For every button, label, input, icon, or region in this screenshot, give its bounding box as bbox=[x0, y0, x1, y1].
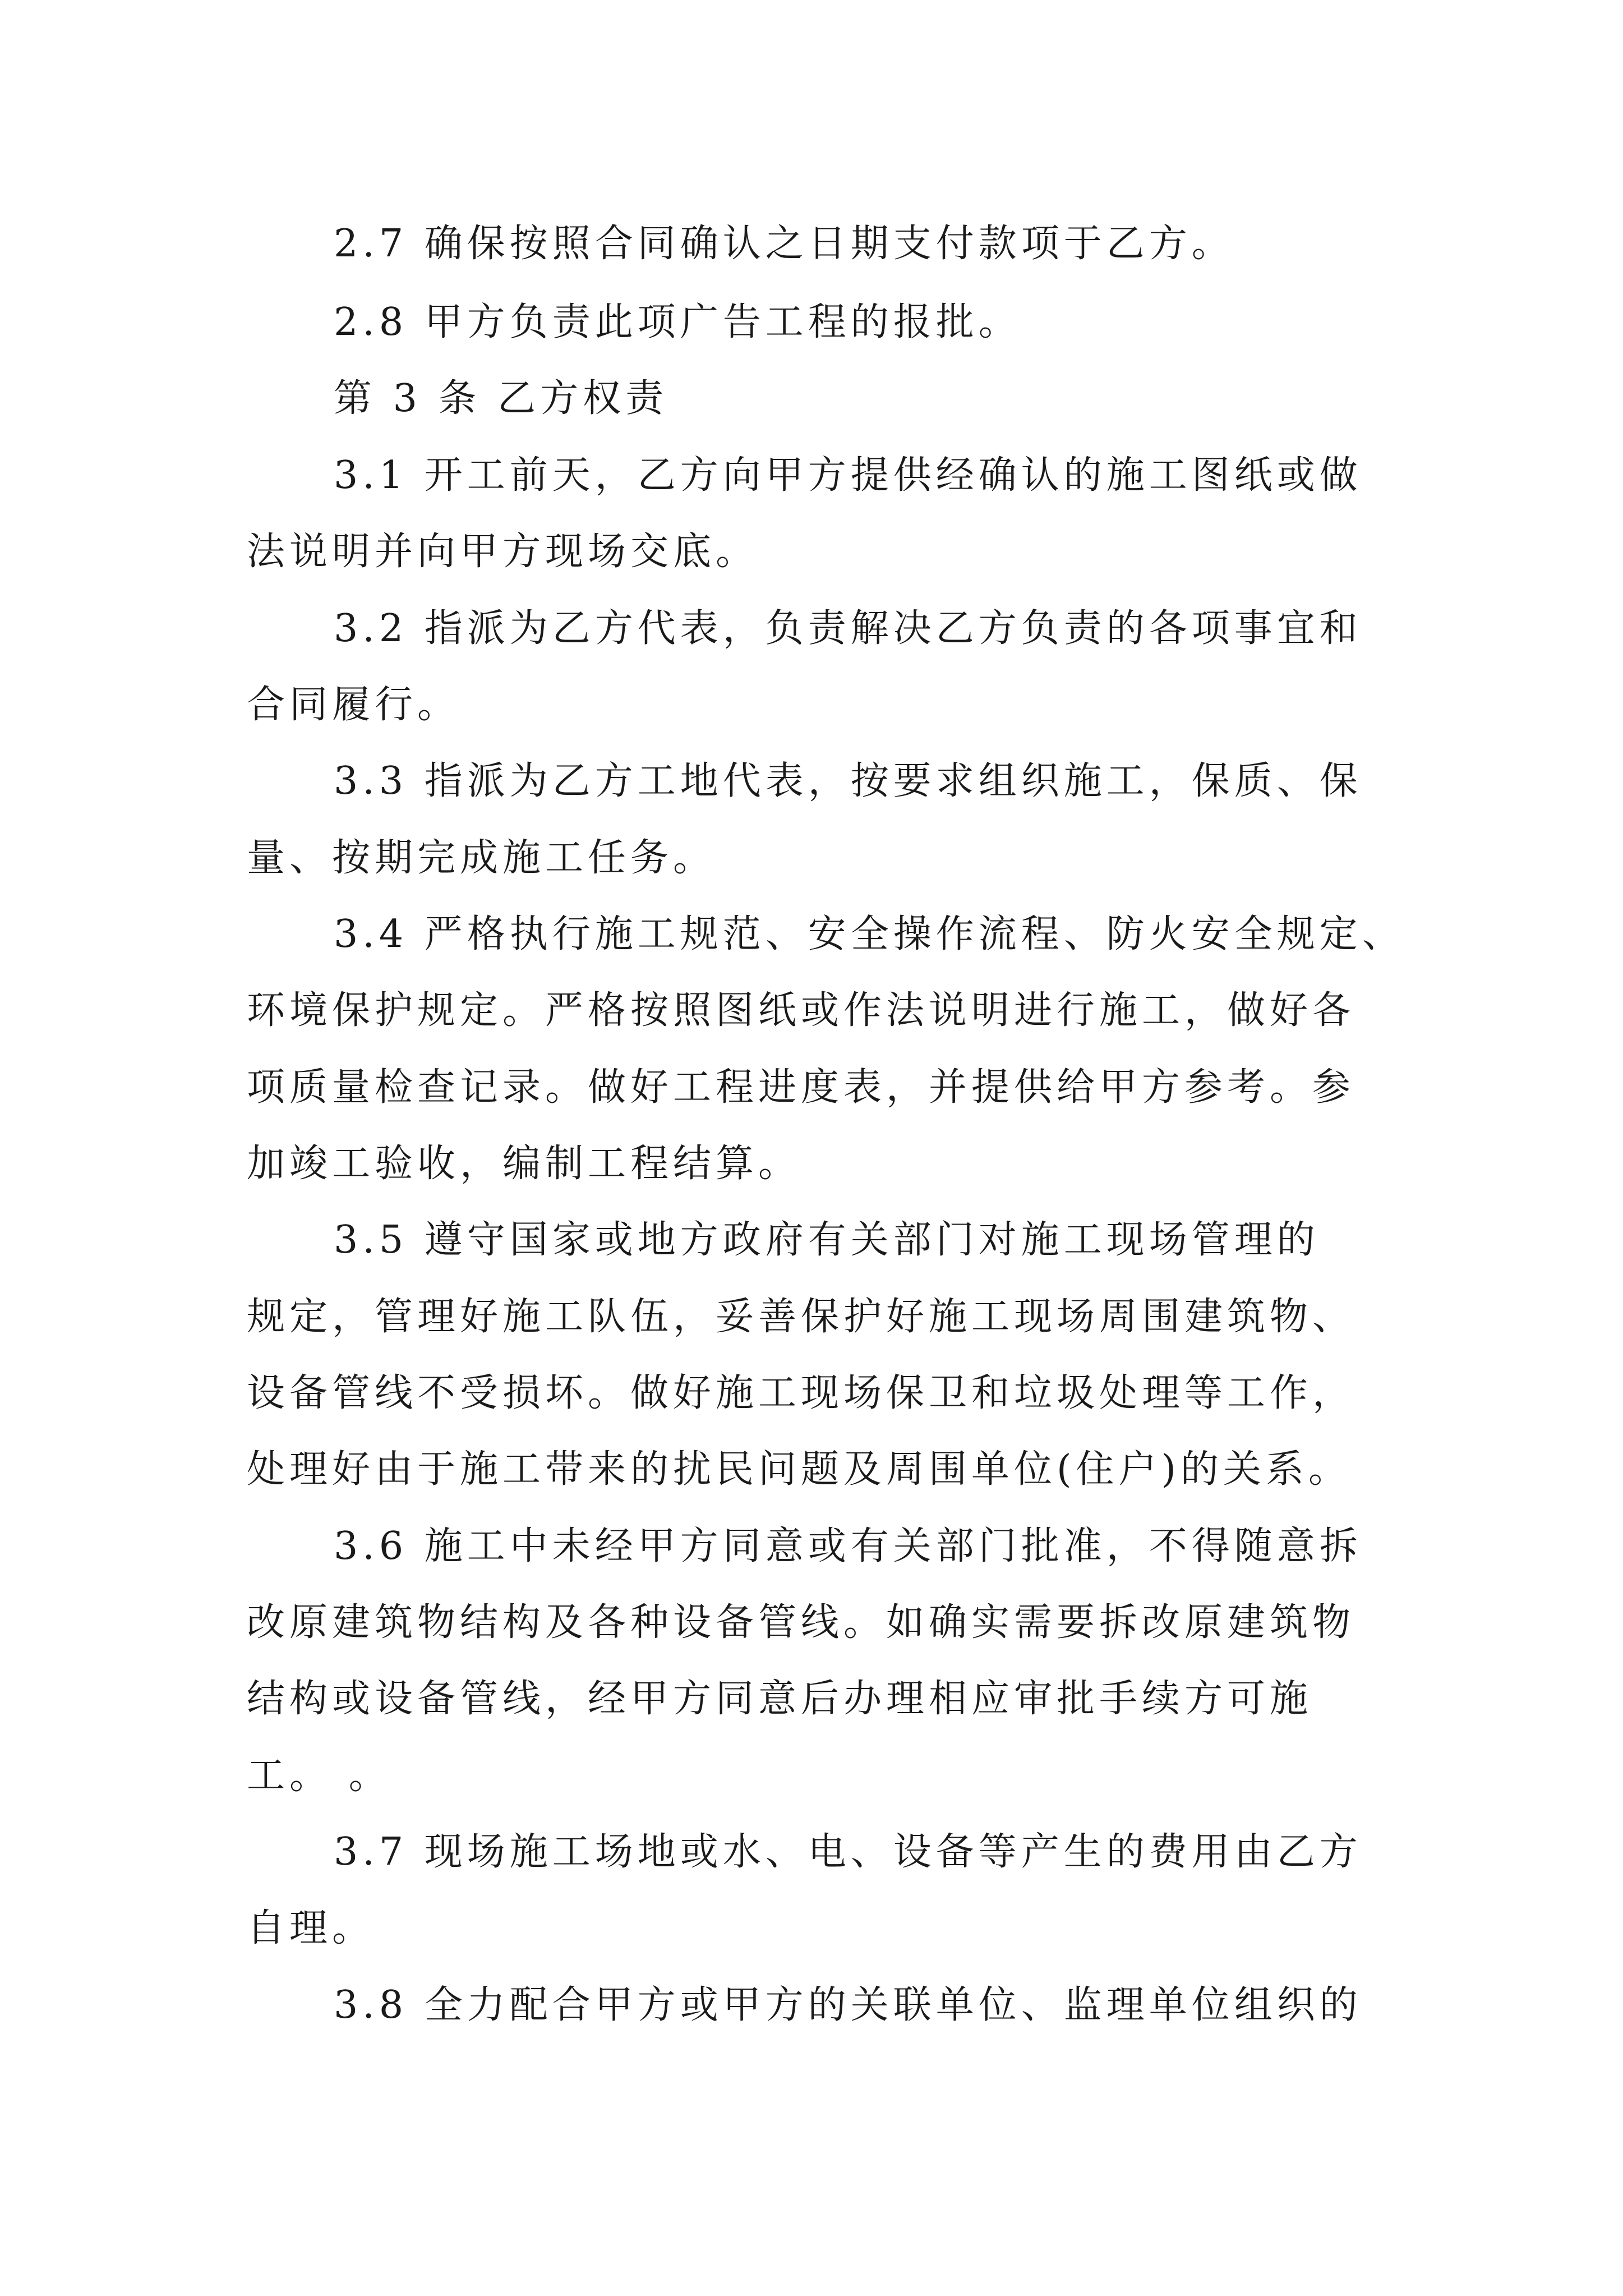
text-line-2-7: 2.7 确保按照合同确认之日期支付款项于乙方。 bbox=[334, 222, 1234, 266]
text-line-3-5-cont-3: 处理好由于施工带来的扰民问题及周围单位(住户)的关系。 bbox=[247, 1447, 1352, 1492]
text-line-3-7-cont: 自理。 bbox=[247, 1906, 375, 1950]
section-heading-article-3: 第 3 条 乙方权责 bbox=[334, 376, 668, 421]
text-line-3-4-cont-3: 加竣工验收，编制工程结算。 bbox=[247, 1142, 801, 1186]
text-line-3-3: 3.3 指派为乙方工地代表，按要求组织施工，保质、保 bbox=[334, 759, 1362, 803]
text-line-3-4: 3.4 严格执行施工规范、安全操作流程、防火安全规定、 bbox=[334, 912, 1405, 956]
text-line-3-6-cont-3: 工。 。 bbox=[247, 1754, 391, 1798]
text-line-3-4-cont-2: 项质量检查记录。做好工程进度表，并提供给甲方参考。参 bbox=[247, 1065, 1355, 1110]
text-line-3-1: 3.1 开工前天，乙方向甲方提供经确认的施工图纸或做 bbox=[334, 453, 1362, 498]
text-line-3-8: 3.8 全力配合甲方或甲方的关联单位、监理单位组织的 bbox=[334, 1983, 1362, 2027]
text-line-3-6-cont-1: 改原建筑物结构及各种设备管线。如确实需要拆改原建筑物 bbox=[247, 1600, 1355, 1645]
text-line-3-1-cont: 法说明并向甲方现场交底。 bbox=[247, 530, 759, 574]
text-line-3-4-cont-1: 环境保护规定。严格按照图纸或作法说明进行施工，做好各 bbox=[247, 988, 1355, 1033]
text-line-3-2-cont: 合同履行。 bbox=[247, 683, 460, 727]
text-line-3-5-cont-1: 规定，管理好施工队伍，妥善保护好施工现场周围建筑物、 bbox=[247, 1295, 1355, 1339]
text-line-3-6: 3.6 施工中未经甲方同意或有关部门批准，不得随意拆 bbox=[334, 1524, 1362, 1568]
text-line-3-5-cont-2: 设备管线不受损坏。做好施工现场保卫和垃圾处理等工作， bbox=[247, 1371, 1355, 1415]
text-line-2-8: 2.8 甲方负责此项广告工程的报批。 bbox=[334, 300, 1021, 344]
text-line-3-7: 3.7 现场施工场地或水、电、设备等产生的费用由乙方 bbox=[334, 1830, 1362, 1874]
text-line-3-2: 3.2 指派为乙方代表，负责解决乙方负责的各项事宜和 bbox=[334, 606, 1362, 651]
text-line-3-5: 3.5 遵守国家或地方政府有关部门对施工现场管理的 bbox=[334, 1218, 1320, 1262]
text-line-3-3-cont: 量、按期完成施工任务。 bbox=[247, 836, 716, 880]
text-line-3-6-cont-2: 结构或设备管线，经甲方同意后办理相应审批手续方可施 bbox=[247, 1677, 1313, 1721]
